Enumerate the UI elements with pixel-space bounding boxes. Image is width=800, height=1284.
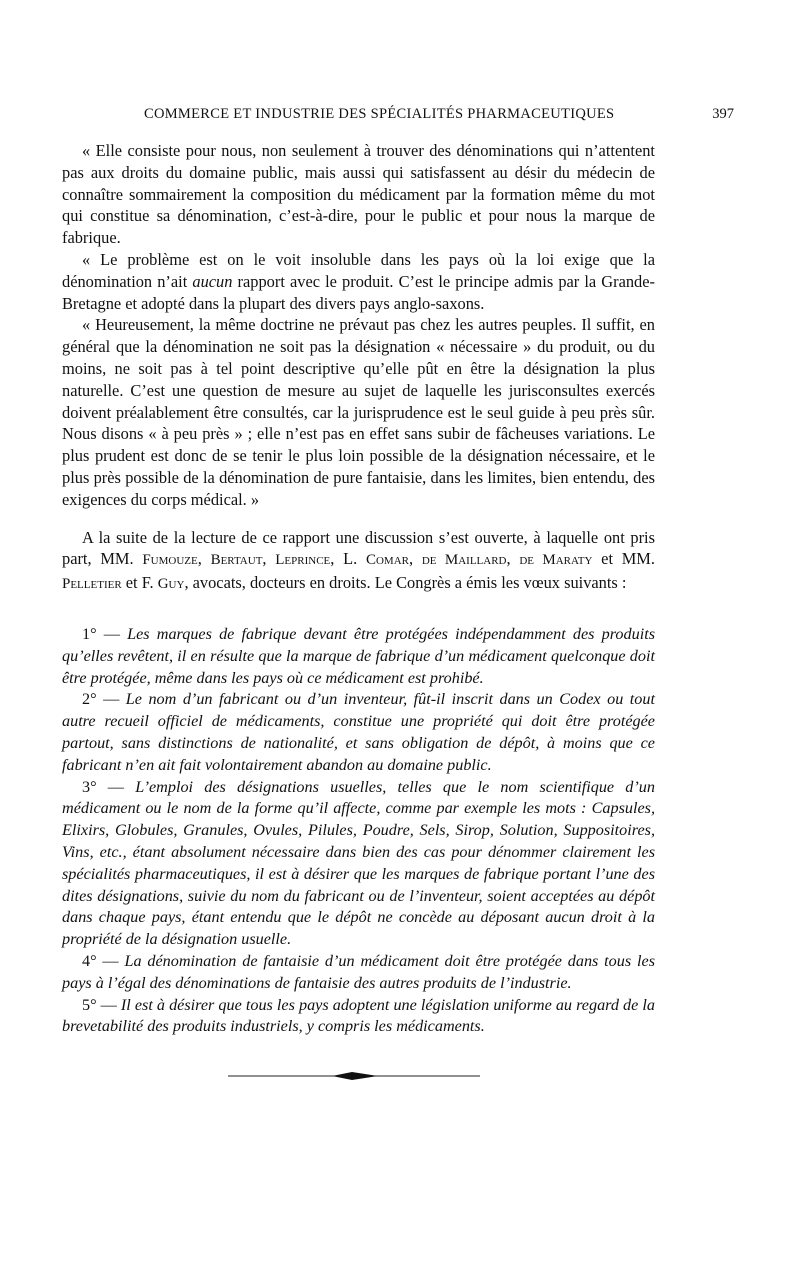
vow-number: 5° — <box>82 995 121 1014</box>
participant-name: Guy <box>157 576 185 593</box>
vow-number: 4° — <box>82 951 125 970</box>
section-end-ornament <box>228 1066 480 1086</box>
page-number: 397 <box>712 106 734 122</box>
quote-paragraph-3: « Heureusement, la même doctrine ne prévaut pas chez les autres peuples. Il suffit, en général que la dénomination ne soit pas la désignation « nécessaire » du produit, ou du moins, ne soit pas à tel point descriptive qu’elle pût en être la désignation la plus naturelle. C’est une question de mesure au sujet de laquelle les jurisconsultes exercés doivent préalablement être consultés, car la jurisprudence est le seul guide à peu près sûr. Nous disons « à peu près » ; elle n’est pas en effet sans subir de fâcheuses variations. Le plus prudent est donc de se tenir le plus loin possible de la désignation nécessaire, et le plus près possible de la dénomination de pure fantaisie, dans les limites, bien entendu, des exigences du corps médical. » <box>62 315 655 509</box>
participant-name: Pelletier <box>62 576 122 593</box>
vow-item <box>62 951 655 995</box>
vow-item <box>62 777 655 951</box>
separator: , L. <box>330 549 366 569</box>
discussion-text: et MM. <box>592 549 655 569</box>
running-title: COMMERCE ET INDUSTRIE DES SPÉCIALITÉS PHARMACEUTIQUES <box>144 106 615 122</box>
participant-name: Bertaut <box>210 552 263 569</box>
vow-number: 2° — <box>82 690 126 709</box>
vow-item <box>62 995 655 1039</box>
separator: , <box>262 549 276 569</box>
quote-paragraph-2 <box>62 249 655 314</box>
participant-name: Comar <box>365 552 409 569</box>
participant-name: de Maillard <box>421 552 507 569</box>
quote-text: « Le problème est on le voit insoluble dans les pays où la loi exige que la dénomination n’ait <box>62 249 655 291</box>
body-text <box>62 140 655 596</box>
emphasis: aucun <box>192 271 233 291</box>
vow-item <box>62 624 655 689</box>
vow-number: 3° — <box>82 777 136 796</box>
separator: , <box>506 549 520 569</box>
separator: , <box>408 549 422 569</box>
vow-number: 1° — <box>82 625 128 643</box>
discussion-text: A la suite de la lecture de ce rapport une discussion s’est ouverte, à laquelle ont pris part, MM. <box>62 527 655 569</box>
page-header <box>62 106 734 128</box>
participant-name: de Maraty <box>519 552 593 569</box>
quote-paragraph-1: « Elle consiste pour nous, non seulement à trouver des dénominations qui n’attentent pas aux droits du domaine public, mais aussi qui satisfassent au désir du médecin de connaître sommairement la composition du médicament par la formation même du mot qui constitue sa dénomination, c’est-à-dire, pour le public et pour nous la marque de fabrique. <box>62 141 655 248</box>
discussion-paragraph <box>62 527 655 596</box>
vow-text: L’emploi des désignations usuelles, telles que le nom scientifique d’un médicament ou le nom de la forme qu’il affecte, comme par exemple les mots : Capsules, Elixirs, Globules, Granules, Ovules, Pilules, Poudre, Sels, Sirop, Solution, Suppositoires, Vins, etc., étant absolument nécessaire dans bien des cas pour dénommer clairement les spécialités pharmaceutiques, il est à désirer que les marques de fabrique portant l’une des dites désignations, suivie du nom du fabricant ou de l’inventeur, soient acceptées au dépôt dans chaque pays, étant entendu que le dépôt ne concède au déposant aucun droit à la propriété de la désignation usuelle. <box>62 777 655 949</box>
participant-name: Leprince <box>275 552 331 569</box>
vow-text: Il est à désirer que tous les pays adoptent une législation uniforme au regard de la brevetabilité des produits industriels, y compris les médicaments. <box>62 995 655 1036</box>
discussion-text: , avocats, docteurs en droits. Le Congrès a émis les vœux suivants : <box>184 573 627 593</box>
vows-list <box>62 624 655 1038</box>
quote-text: rapport avec le produit. C’est le principe admis par la Grande-Bretagne et adopté dans la plupart des divers pays anglo-saxons. <box>62 271 655 313</box>
separator: , <box>197 549 211 569</box>
vow-text: La dénomination de fantaisie d’un médicament doit être protégée dans tous les pays à l’égal des dénominations de fantaisie des autres produits de l’industrie. <box>62 951 655 992</box>
discussion-text: et F. <box>121 573 158 593</box>
participant-name: Fumouze <box>142 552 198 569</box>
vow-text: Le nom d’un fabricant ou d’un inventeur, fût-il inscrit dans un Codex ou tout autre recueil officiel de médicaments, constitue une propriété qui doit être protégée partout, sans distinctions de nationalité, et sans obligation de dépôt, à moins que ce fabricant n’en ait fait volontairement abandon au domaine public. <box>62 690 655 774</box>
vow-item <box>62 689 655 776</box>
vow-text: Les marques de fabrique devant être protégées indépendamment des produits qu’elles revêtent, il en résulte que la marque de fabrique d’un médicament quelconque doit être protégée, même dans les pays où ce médicament est prohibé. <box>62 625 655 687</box>
